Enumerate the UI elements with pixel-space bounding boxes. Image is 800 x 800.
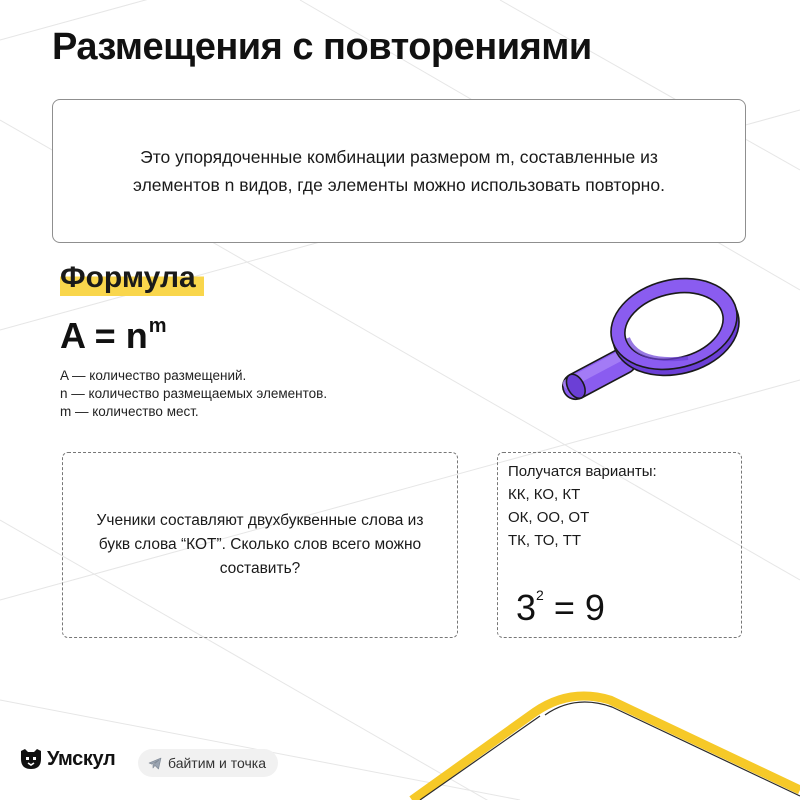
answer-card (497, 452, 742, 638)
definition-line: Это упорядоченные комбинации размером m, составленные из (140, 147, 658, 167)
problem-text (97, 509, 424, 581)
legend-item: m — количество мест. (60, 404, 199, 419)
definition-text (133, 143, 665, 199)
variant-row: ТК, ТО, ТТ (508, 532, 582, 549)
definition-card (52, 99, 746, 243)
answer-formula (516, 573, 605, 630)
formula-exponent: m (148, 315, 167, 337)
problem-card (62, 452, 458, 638)
answer-result: = 9 (543, 587, 605, 628)
definition-line: элементов n видов, где элементы можно использовать повторно. (133, 175, 665, 195)
formula-legend (60, 367, 327, 421)
telegram-channel-link[interactable] (138, 749, 278, 777)
brand-name: Умскул (47, 747, 116, 770)
answer-exponent: 2 (536, 587, 544, 603)
channel-name: байтим и точка (168, 755, 267, 771)
page-title: Размещения с повторениями (52, 26, 592, 68)
brand-logo[interactable] (18, 747, 115, 771)
tiger-logo-icon (18, 747, 44, 771)
legend-item: n — количество размещаемых элементов. (60, 386, 328, 401)
formula-heading-text: Формула (60, 261, 196, 294)
answer-base: 3 (516, 587, 537, 628)
magnifying-glass-icon (548, 268, 748, 413)
formula-base: A = n (60, 315, 148, 356)
formula-expression (60, 304, 166, 358)
legend-item: A — количество размещений. (60, 368, 247, 383)
telegram-plane-icon (148, 757, 162, 770)
variant-row: ОК, ОО, ОТ (508, 509, 590, 526)
problem-line: букв слова “КОТ”. Сколько слов всего можно (98, 536, 422, 553)
problem-line: составить? (219, 560, 301, 577)
variant-row: КК, КО, КТ (508, 486, 581, 503)
formula-heading (60, 260, 204, 296)
problem-line: Ученики составляют двухбуквенные слова из (96, 512, 424, 529)
answer-title: Получатся варианты: (508, 463, 657, 480)
